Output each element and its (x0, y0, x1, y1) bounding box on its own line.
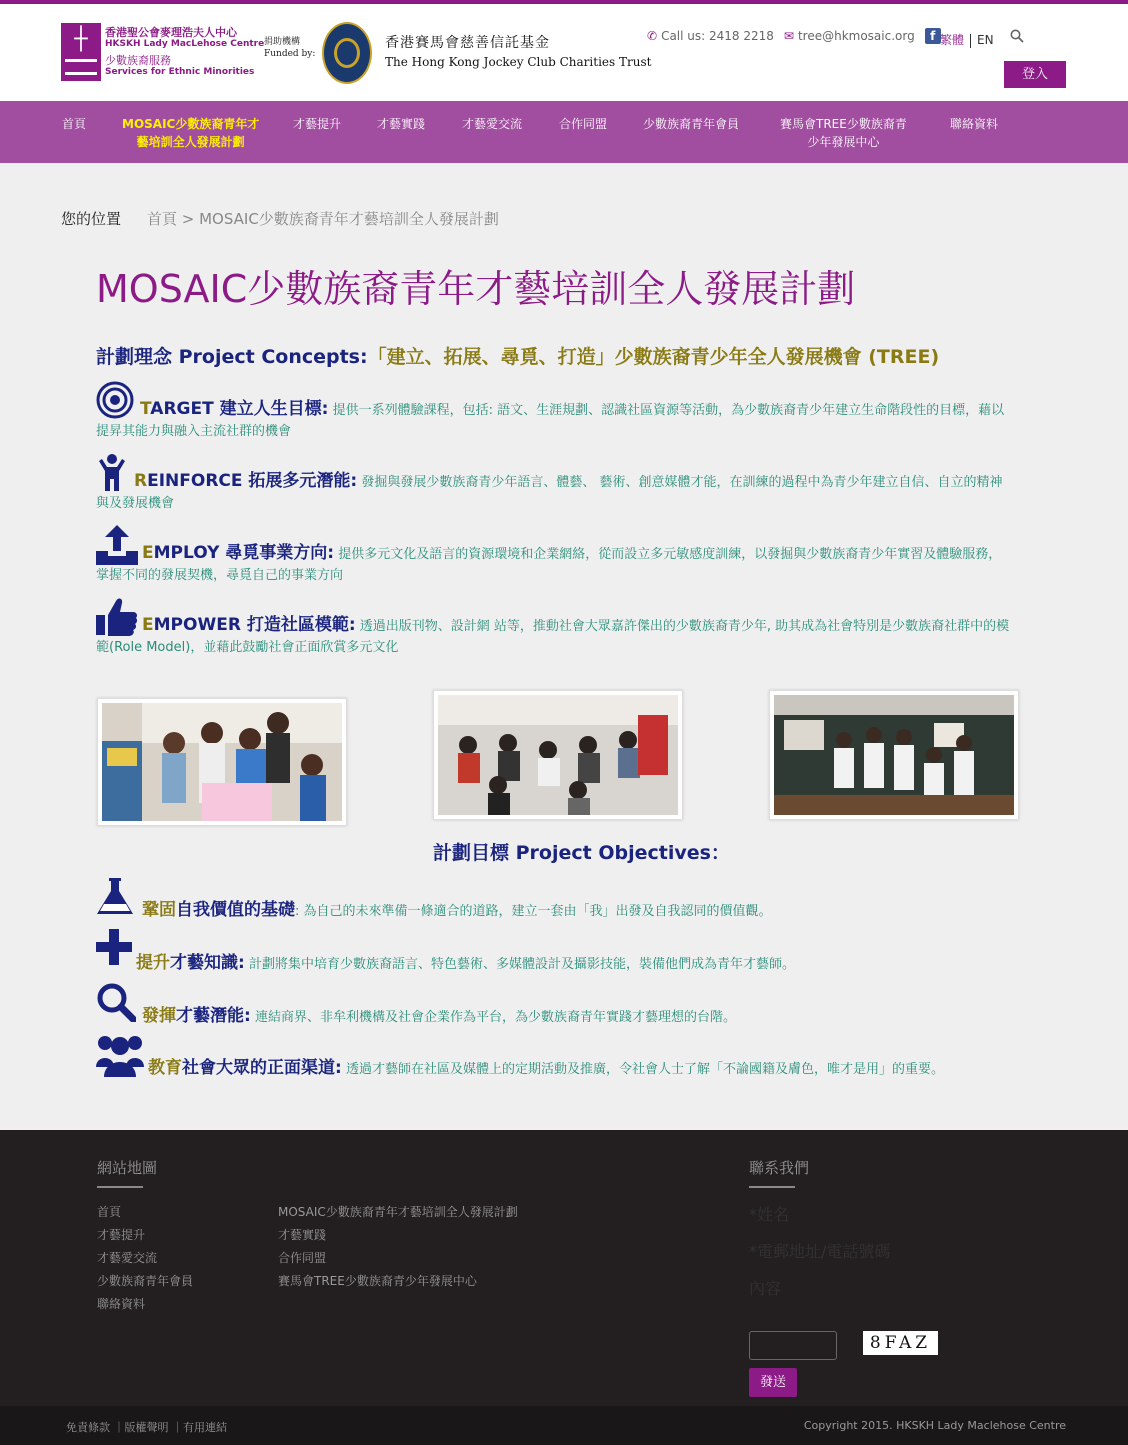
funded-by-label: 捐助機構 Funded by: (264, 37, 316, 59)
email-link[interactable]: tree@hkmosaic.org (797, 29, 915, 43)
main-nav (0, 101, 1128, 163)
logo-line-2: HKSKH Lady MacLehose Centre (105, 39, 265, 49)
nav-item-home[interactable]: 首頁 (62, 117, 87, 131)
envelope-icon: ✉ (783, 29, 794, 43)
footer-link-talent-upgrade[interactable]: 才藝提升 (97, 1228, 146, 1242)
nav-item-talent-practice[interactable]: 才藝實踐 (377, 117, 426, 131)
objective-education: 教育社會大眾的正面渠道: 透過才藝師在社區及媒體上的定期活動及推廣，令社會人士了解「不論國籍及膚色，唯才是用」的重要。 (96, 1033, 1076, 1078)
sitemap-heading: 網站地圖 (97, 1159, 158, 1177)
nav-item-partners[interactable]: 合作同盟 (559, 117, 608, 131)
users-group-icon (96, 1033, 144, 1077)
plus-icon (96, 929, 132, 965)
upload-tray-icon (96, 525, 138, 565)
thumbs-up-icon (96, 597, 138, 637)
objective-self-worth: 鞏固自我價值的基礎: 為自己的未來準備一條適合的道路，建立一套由「我」出發及自我認同的價值觀。 (96, 876, 1076, 920)
nav-item-members[interactable]: 少數族裔青年會員 (643, 117, 740, 131)
hkjc-trust-name: 香港賽馬會慈善信託基金 The Hong Kong Jockey Club Charities Trust (385, 35, 652, 69)
contact-heading: 聯系我們 (749, 1159, 810, 1177)
nav-item-talent-upgrade[interactable]: 才藝提升 (293, 117, 342, 131)
breadcrumb[interactable]: 首頁 > MOSAIC少數族裔青年才藝培訓全人發展計劃 (147, 210, 499, 228)
page-title: MOSAIC少數族裔青年才藝培訓全人發展計劃 (96, 267, 856, 311)
send-button[interactable]: 發送 (749, 1368, 797, 1397)
nav-item-tree-centre[interactable]: 賽馬會TREE少數族裔青 少年發展中心 (780, 117, 907, 149)
footer-legal-links[interactable]: 免責條款 ｜版權聲明 ｜有用連結 (66, 1421, 227, 1434)
concepts-heading: 計劃理念 Project Concepts:「建立、拓展、尋覓、打造」少數族裔青少年全人發展機會 (TREE) (96, 346, 940, 368)
language-switch (940, 31, 994, 48)
footer-link-talent-exchange[interactable]: 才藝愛交流 (97, 1251, 158, 1265)
objective-potential: 發揮才藝潛能: 連結商界、非牟利機構及社會企業作為平台，為少數族裔青年實踐才藝理想的台階。 (96, 982, 1076, 1026)
concept-reinforce: REINFORCE 拓展多元潛能: 發掘與發展少數族裔青少年語言、體藝、 藝術、創意媒體才能，在訓練的過程中為青少年建立自信、自立的精神 與及發展機會 (96, 453, 1066, 514)
search-icon[interactable] (1010, 29, 1024, 43)
footer-link-members[interactable]: 少數族裔青年會員 (97, 1274, 194, 1288)
facebook-icon[interactable]: f (925, 28, 941, 44)
login-button[interactable]: 登入 (1004, 61, 1066, 88)
target-icon (96, 381, 134, 419)
captcha-input[interactable] (749, 1331, 837, 1360)
captcha-image: 8FAZ (863, 1331, 938, 1355)
footer-link-mosaic[interactable]: MOSAIC少數族裔青年才藝培訓全人發展計劃 (278, 1205, 518, 1219)
photo-youth-group (97, 698, 347, 826)
flask-icon (96, 876, 134, 916)
footer-link-partners[interactable]: 合作同盟 (278, 1251, 327, 1265)
footer-link-home[interactable]: 首頁 (97, 1205, 122, 1219)
phone-text: Call us: 2418 2218 (661, 29, 774, 43)
footer-link-contact[interactable]: 聯絡資料 (97, 1297, 146, 1311)
footer-link-talent-practice[interactable]: 才藝實踐 (278, 1228, 327, 1242)
centre-logo-mark: ┼ (61, 23, 101, 81)
nav-item-mosaic[interactable]: MOSAIC少數族裔青年才 藝培訓全人發展計劃 (122, 117, 260, 149)
footer-bottom-bar (0, 1406, 1128, 1445)
centre-logo[interactable] (61, 23, 265, 83)
name-field[interactable]: *姓名 (749, 1202, 1066, 1232)
concept-employ: EMPLOY 尋覓事業方向: 提供多元文化及語言的資源環境和企業網絡，從而設立多元敏感度訓練，以發掘與少數族裔青少年實習及體驗服務， 掌握不同的發展契機，尋覓自己的事業方向 (96, 525, 1066, 586)
lang-zh-link[interactable]: 繁體 (940, 33, 965, 47)
photo-workshop-circle (433, 690, 683, 820)
nav-item-talent-exchange[interactable]: 才藝愛交流 (462, 117, 523, 131)
email-phone-field[interactable]: *電郵地址/電話號碼 (749, 1239, 1066, 1269)
lang-en-link[interactable]: EN (977, 33, 994, 47)
logo-line-4: Services for Ethnic Minorities (105, 67, 255, 77)
logo-line-3: 少數族裔服務 (105, 54, 171, 67)
hkjc-emblem-icon (322, 22, 372, 84)
objective-knowledge: 提升才藝知識: 計劃將集中培育少數族裔語言、特色藝術、多媒體設計及攝影技能，裝備他們成為青年才藝師。 (96, 929, 1076, 973)
concept-target: TARGET 建立人生目標: 提供一系列體驗課程，包括: 語文、生涯規劃、認識社區資源等活動，為少數族裔青少年建立生命階段性的目標，藉以 提昇其能力與融入主流社群的機會 (96, 381, 1066, 442)
message-textarea[interactable]: 內容 (749, 1276, 1066, 1323)
breadcrumb-label: 您的位置 (61, 210, 122, 228)
footer-link-tree-centre[interactable]: 賽馬會TREE少數族裔青少年發展中心 (278, 1274, 477, 1288)
sitemap-underline (97, 1186, 143, 1188)
logo-line-1: 香港聖公會麥理浩夫人中心 (105, 26, 237, 39)
photo-school-class (769, 690, 1019, 820)
copyright-text: Copyright 2015. HKSKH Lady Maclehose Centre (803, 1419, 1066, 1432)
magnifier-icon (96, 982, 136, 1022)
header (0, 4, 1128, 101)
concept-empower: EMPOWER 打造社區模範: 透過出版刊物、設計網 站等，推動社會大眾嘉許傑出的少數族裔青少年, 助其成為社會特別是少數族裔社群中的模 範(Role Model)，並藉此鼓勵社會正面欣賞多元文化 (96, 597, 1066, 658)
objectives-heading: 計劃目標 Project Objectives： (433, 842, 730, 864)
nav-item-contact[interactable]: 聯絡資料 (950, 117, 999, 131)
contact-underline (749, 1186, 795, 1188)
contact-line (647, 28, 941, 44)
phone-icon: ✆ (647, 29, 658, 43)
person-raising-arms-icon (96, 453, 128, 493)
